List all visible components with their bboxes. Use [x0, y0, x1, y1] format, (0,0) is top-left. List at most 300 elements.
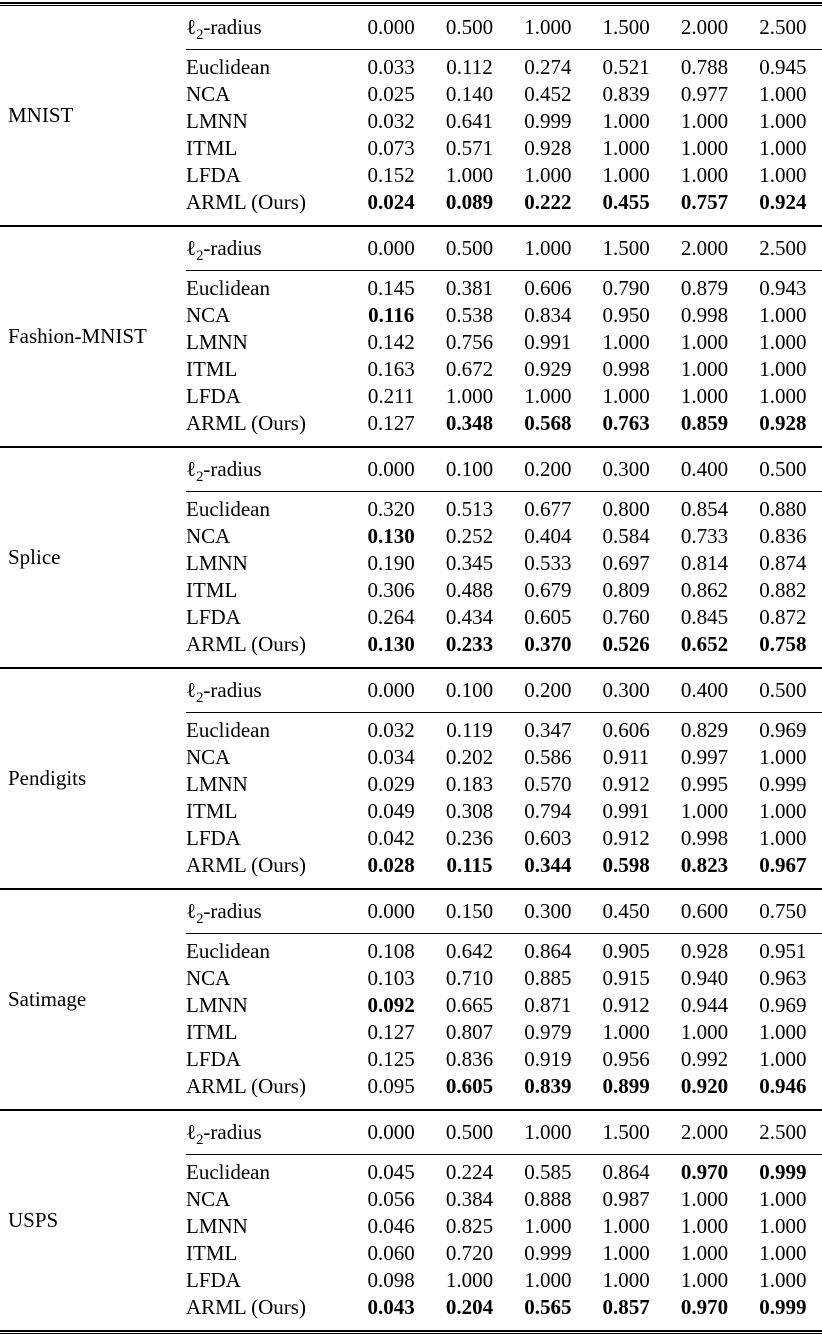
robust-error-value: 0.999 [524, 1241, 572, 1265]
radius-value: 0.500 [430, 1110, 508, 1155]
robust-error-value: 0.033 [367, 55, 415, 79]
robust-error-value: 0.029 [367, 772, 415, 796]
dataset-block [0, 1110, 822, 1330]
robust-error-value: 0.125 [367, 1047, 415, 1071]
robust-error-value: 0.697 [602, 551, 650, 575]
method-name: LMNN [186, 772, 248, 796]
robust-error-value: 0.871 [524, 993, 572, 1017]
robust-error-value: 0.991 [524, 330, 572, 354]
robust-error-value: 1.000 [602, 1214, 650, 1238]
robust-error-value: 0.306 [367, 578, 415, 602]
method-name: Euclidean [186, 55, 270, 79]
robust-error-value: 0.056 [367, 1187, 415, 1211]
robust-error-value: 0.839 [602, 82, 650, 106]
robust-error-value: 0.092 [367, 993, 415, 1017]
robust-error-value: 1.000 [524, 163, 572, 187]
robust-error-value: 0.979 [524, 1020, 572, 1044]
dataset-block [0, 668, 822, 889]
method-name: Euclidean [186, 1160, 270, 1184]
method-name: LMNN [186, 109, 248, 133]
robust-error-value: 0.862 [680, 578, 729, 602]
radius-value: 2.500 [744, 1110, 822, 1155]
radius-value: 0.450 [587, 889, 665, 934]
robust-error-value: 1.000 [759, 109, 807, 133]
robust-error-value: 0.665 [445, 993, 494, 1017]
robust-error-value: 0.538 [445, 303, 494, 327]
radius-value: 0.400 [665, 668, 743, 713]
robust-error-value: 0.814 [680, 551, 729, 575]
robust-error-value: 0.977 [680, 82, 729, 106]
dataset-label: MNIST [8, 103, 74, 127]
robust-error-value: 0.370 [524, 632, 572, 656]
robust-error-value: 0.345 [445, 551, 494, 575]
robust-error-value: 0.434 [445, 605, 494, 629]
ell-subscript: 2 [196, 27, 204, 44]
method-name: LFDA [186, 163, 241, 187]
robust-error-value: 0.757 [680, 190, 729, 214]
method-name: ARML (Ours) [186, 1295, 306, 1319]
method-name: ARML (Ours) [186, 190, 306, 214]
robust-error-value: 0.236 [445, 826, 494, 850]
robust-error-value: 0.641 [445, 109, 494, 133]
ell-symbol: ℓ [186, 678, 197, 702]
method-name: LMNN [186, 330, 248, 354]
method-name: ITML [186, 136, 238, 160]
method-name: Euclidean [186, 276, 270, 300]
robust-error-value: 1.000 [524, 1268, 572, 1292]
robust-error-value: 0.045 [367, 1160, 415, 1184]
robust-error-value: 0.605 [524, 605, 572, 629]
robust-error-value: 0.606 [602, 718, 650, 742]
method-name: LMNN [186, 993, 248, 1017]
robust-error-value: 1.000 [445, 1268, 494, 1292]
method-name: ITML [186, 1241, 238, 1265]
robust-error-value: 0.404 [524, 524, 572, 548]
robust-error-value: 0.864 [602, 1160, 650, 1184]
robust-error-value: 0.603 [524, 826, 572, 850]
robust-error-value: 0.912 [602, 826, 650, 850]
robust-error-value: 1.000 [680, 799, 729, 823]
robust-error-value: 0.679 [524, 578, 572, 602]
robust-error-value: 0.809 [602, 578, 650, 602]
robust-error-value: 0.943 [759, 276, 807, 300]
radius-header-row [0, 447, 822, 492]
ell-subscript: 2 [196, 248, 204, 265]
radius-value: 1.500 [587, 226, 665, 271]
robust-error-value: 0.999 [759, 772, 807, 796]
radius-value: 0.000 [352, 1110, 430, 1155]
robust-error-value: 0.710 [445, 966, 494, 990]
radius-value: 0.300 [587, 447, 665, 492]
robust-error-value: 0.788 [680, 55, 729, 79]
robust-error-value: 0.944 [680, 993, 729, 1017]
robust-error-value: 0.233 [445, 632, 494, 656]
results-table [0, 6, 822, 1330]
method-name: LFDA [186, 1268, 241, 1292]
robust-error-value: 1.000 [680, 109, 729, 133]
radius-value: 2.000 [665, 1110, 743, 1155]
robust-error-value: 0.073 [367, 136, 415, 160]
robust-error-value: 0.127 [367, 1020, 415, 1044]
robust-error-value: 0.920 [680, 1074, 729, 1098]
robust-error-value: 0.720 [445, 1241, 494, 1265]
robust-error-value: 0.880 [759, 497, 807, 521]
radius-value: 0.500 [430, 6, 508, 50]
robust-error-value: 0.211 [367, 384, 415, 408]
robust-error-value: 0.758 [759, 632, 807, 656]
robust-error-value: 0.598 [602, 853, 650, 877]
dataset-label: Splice [0, 447, 186, 668]
ell-symbol: ℓ [186, 899, 197, 923]
method-name: ITML [186, 578, 238, 602]
radius-value: 0.500 [744, 668, 822, 713]
robust-error-value: 1.000 [524, 1214, 572, 1238]
method-name: NCA [186, 82, 231, 106]
radius-value: 0.100 [430, 668, 508, 713]
robust-error-value: 0.130 [367, 632, 415, 656]
robust-error-value: 0.839 [524, 1074, 572, 1098]
radius-suffix: -radius [203, 899, 262, 923]
method-name: LFDA [186, 384, 241, 408]
robust-error-value: 0.320 [367, 497, 415, 521]
robust-error-value: 0.142 [367, 330, 415, 354]
robust-error-value: 0.970 [680, 1160, 729, 1184]
robust-error-value: 1.000 [680, 357, 729, 381]
method-name: LFDA [186, 605, 241, 629]
radius-value: 0.600 [665, 889, 743, 934]
method-name: ITML [186, 799, 238, 823]
robust-error-value: 1.000 [759, 1187, 807, 1211]
robust-error-value: 0.183 [445, 772, 494, 796]
radius-value: 0.400 [665, 447, 743, 492]
robust-error-value: 0.911 [602, 745, 650, 769]
robust-error-value: 0.970 [680, 1295, 729, 1319]
robust-error-value: 1.000 [602, 1020, 650, 1044]
robust-error-value: 0.344 [524, 853, 572, 877]
robust-error-value: 1.000 [445, 163, 494, 187]
robust-error-value: 0.899 [602, 1074, 650, 1098]
robust-error-value: 0.642 [445, 939, 494, 963]
method-name: Euclidean [186, 718, 270, 742]
l2-radius-label [186, 668, 352, 713]
robust-error-value: 0.089 [445, 190, 494, 214]
robust-error-value: 0.652 [680, 632, 729, 656]
robust-error-value: 0.103 [367, 966, 415, 990]
robust-error-value: 0.204 [445, 1295, 494, 1319]
robust-error-value: 0.946 [759, 1074, 807, 1098]
robust-error-value: 0.130 [367, 524, 415, 548]
radius-suffix: -radius [203, 678, 262, 702]
ell-subscript: 2 [196, 911, 204, 928]
robust-error-value: 0.025 [367, 82, 415, 106]
robust-error-value: 0.042 [367, 826, 415, 850]
radius-value: 2.500 [744, 6, 822, 50]
robust-error-value: 0.998 [602, 357, 650, 381]
robust-error-value: 1.000 [759, 303, 807, 327]
robust-error-value: 0.568 [524, 411, 572, 435]
robust-error-value: 0.677 [524, 497, 572, 521]
robust-error-value: 0.999 [759, 1160, 807, 1184]
robust-error-value: 0.112 [446, 55, 493, 79]
robust-error-value: 0.526 [602, 632, 650, 656]
robust-error-value: 1.000 [759, 357, 807, 381]
method-name: ARML (Ours) [186, 853, 306, 877]
robust-error-value: 1.000 [680, 1187, 729, 1211]
robust-error-value: 0.872 [759, 605, 807, 629]
method-name: LMNN [186, 1214, 248, 1238]
robust-error-value: 0.829 [680, 718, 729, 742]
radius-suffix: -radius [203, 1120, 262, 1144]
radius-value: 0.000 [352, 226, 430, 271]
method-name: LFDA [186, 1047, 241, 1071]
radius-suffix: -radius [203, 457, 262, 481]
robust-error-value: 0.912 [602, 772, 650, 796]
radius-header-row [0, 668, 822, 713]
robust-error-value: 1.000 [759, 384, 807, 408]
robust-error-value: 0.800 [602, 497, 650, 521]
robust-error-value: 0.145 [367, 276, 415, 300]
radius-value: 2.000 [665, 6, 743, 50]
ell-subscript: 2 [196, 690, 204, 707]
robust-error-value: 0.127 [367, 411, 415, 435]
radius-value: 0.300 [509, 889, 587, 934]
method-name: NCA [186, 966, 231, 990]
robust-error-value: 0.857 [602, 1295, 650, 1319]
robust-error-value: 1.000 [680, 163, 729, 187]
robust-error-value: 0.274 [524, 55, 572, 79]
robust-error-value: 0.845 [680, 605, 729, 629]
robust-error-value: 1.000 [680, 1214, 729, 1238]
dataset-label: Satimage [0, 889, 186, 1110]
radius-value: 2.000 [665, 226, 743, 271]
robust-error-value: 0.034 [367, 745, 415, 769]
robust-error-value: 1.000 [680, 136, 729, 160]
robust-error-value: 0.998 [680, 826, 729, 850]
robust-error-value: 0.794 [524, 799, 572, 823]
robust-error-value: 0.854 [680, 497, 729, 521]
robust-error-value: 0.999 [759, 1295, 807, 1319]
robust-error-value: 0.224 [445, 1160, 494, 1184]
robust-error-value: 0.108 [367, 939, 415, 963]
ell-subscript: 2 [196, 469, 204, 486]
robust-error-value: 0.152 [367, 163, 415, 187]
robust-error-value: 1.000 [524, 384, 572, 408]
robust-error-value: 0.046 [367, 1214, 415, 1238]
l2-radius-label [186, 447, 352, 492]
radius-value: 0.000 [352, 889, 430, 934]
robust-error-value: 0.605 [445, 1074, 494, 1098]
robust-error-value: 0.116 [368, 303, 415, 327]
radius-value: 0.300 [587, 668, 665, 713]
robust-error-value: 0.095 [367, 1074, 415, 1098]
radius-value: 0.500 [430, 226, 508, 271]
radius-value: 0.000 [352, 6, 430, 50]
robust-error-value: 0.222 [524, 190, 572, 214]
robust-error-value: 0.384 [445, 1187, 494, 1211]
dataset-block [0, 226, 822, 447]
robust-error-value: 1.000 [680, 1241, 729, 1265]
robust-error-value: 1.000 [759, 136, 807, 160]
robust-error-value: 0.928 [759, 411, 807, 435]
l2-radius-label [186, 889, 352, 934]
robust-error-value: 0.951 [759, 939, 807, 963]
robust-error-value: 0.513 [445, 497, 494, 521]
method-name: ARML (Ours) [186, 411, 306, 435]
robust-error-value: 1.000 [602, 1268, 650, 1292]
method-name: NCA [186, 303, 231, 327]
robust-error-value: 0.998 [680, 303, 729, 327]
dataset-block [0, 447, 822, 668]
robust-error-value: 0.060 [367, 1241, 415, 1265]
table-bottom-rule [0, 1330, 822, 1334]
robust-error-value: 1.000 [759, 82, 807, 106]
radius-value: 1.000 [509, 6, 587, 50]
robust-error-value: 0.999 [524, 109, 572, 133]
robust-error-value: 0.163 [367, 357, 415, 381]
robust-error-value: 0.606 [524, 276, 572, 300]
robust-error-value: 0.882 [759, 578, 807, 602]
method-name: ARML (Ours) [186, 1074, 306, 1098]
robust-error-value: 0.967 [759, 853, 807, 877]
robust-error-value: 0.028 [367, 853, 415, 877]
method-name: LMNN [186, 551, 248, 575]
robust-error-value: 0.756 [445, 330, 494, 354]
radius-value: 0.500 [744, 447, 822, 492]
radius-value: 0.100 [430, 447, 508, 492]
method-name: ITML [186, 357, 238, 381]
robust-error-value: 0.381 [445, 276, 494, 300]
robust-error-value: 0.733 [680, 524, 729, 548]
robust-error-value: 0.024 [367, 190, 415, 214]
radius-value: 2.500 [744, 226, 822, 271]
robust-error-value: 0.924 [759, 190, 807, 214]
robust-error-value: 1.000 [602, 163, 650, 187]
ell-symbol: ℓ [186, 236, 197, 260]
robust-error-value: 0.836 [759, 524, 807, 548]
robust-error-value: 0.032 [367, 109, 415, 133]
robust-error-value: 0.032 [367, 718, 415, 742]
robust-error-value: 0.919 [524, 1047, 572, 1071]
robust-error-value: 0.585 [524, 1160, 572, 1184]
robust-error-value: 0.885 [524, 966, 572, 990]
robust-error-value: 0.950 [602, 303, 650, 327]
robust-error-value: 1.000 [759, 1241, 807, 1265]
dataset-label: Fashion-MNIST [0, 226, 186, 447]
robust-error-value: 1.000 [602, 384, 650, 408]
radius-suffix: -radius [203, 15, 262, 39]
robust-error-value: 0.825 [445, 1214, 494, 1238]
robust-error-value: 0.940 [680, 966, 729, 990]
robust-error-value: 0.915 [602, 966, 650, 990]
robust-error-value: 0.521 [602, 55, 650, 79]
robust-error-value: 0.888 [524, 1187, 572, 1211]
robust-error-value: 1.000 [602, 109, 650, 133]
robust-error-value: 1.000 [759, 799, 807, 823]
robust-error-value: 1.000 [680, 1268, 729, 1292]
robust-error-value: 1.000 [602, 330, 650, 354]
dataset-label: Pendigits [0, 668, 186, 889]
robust-error-value: 0.879 [680, 276, 729, 300]
robust-error-value: 0.455 [602, 190, 650, 214]
method-name: ITML [186, 1020, 238, 1044]
robust-error-value: 0.252 [445, 524, 494, 548]
robust-error-value: 0.956 [602, 1047, 650, 1071]
robust-error-value: 0.969 [759, 718, 807, 742]
robust-error-value: 0.834 [524, 303, 572, 327]
robust-error-value: 0.098 [367, 1268, 415, 1292]
robust-error-value: 1.000 [759, 163, 807, 187]
radius-value: 1.000 [509, 1110, 587, 1155]
method-name: NCA [186, 1187, 231, 1211]
robust-error-value: 0.987 [602, 1187, 650, 1211]
robust-error-value: 0.584 [602, 524, 650, 548]
robust-error-value: 0.991 [602, 799, 650, 823]
ell-symbol: ℓ [186, 1120, 197, 1144]
l2-radius-label [186, 226, 352, 271]
robust-error-value: 0.348 [445, 411, 494, 435]
robust-error-value: 0.571 [445, 136, 494, 160]
robust-error-value: 0.912 [602, 993, 650, 1017]
radius-header-row [0, 6, 822, 50]
radius-value: 1.500 [587, 1110, 665, 1155]
robust-error-value: 0.963 [759, 966, 807, 990]
radius-value: 0.200 [509, 447, 587, 492]
method-name: NCA [186, 745, 231, 769]
robust-error-value: 1.000 [680, 384, 729, 408]
robust-error-value: 0.945 [759, 55, 807, 79]
robust-error-value: 1.000 [759, 1214, 807, 1238]
robust-error-value: 0.874 [759, 551, 807, 575]
radius-value: 0.000 [352, 447, 430, 492]
robust-error-value: 1.000 [602, 136, 650, 160]
method-name: LFDA [186, 826, 241, 850]
radius-value: 0.200 [509, 668, 587, 713]
robust-error-value: 0.488 [445, 578, 494, 602]
robust-error-value: 0.836 [445, 1047, 494, 1071]
robust-error-value: 0.928 [680, 939, 729, 963]
radius-value: 1.500 [587, 6, 665, 50]
robust-error-value: 0.347 [524, 718, 572, 742]
radius-suffix: -radius [203, 236, 262, 260]
robust-error-value: 1.000 [759, 1047, 807, 1071]
robust-error-value: 0.043 [367, 1295, 415, 1319]
dataset-block [0, 889, 822, 1110]
robust-error-value: 0.452 [524, 82, 572, 106]
radius-value: 0.000 [352, 668, 430, 713]
robust-error-value: 0.823 [680, 853, 729, 877]
method-name: ARML (Ours) [186, 632, 306, 656]
robust-error-value: 0.190 [367, 551, 415, 575]
robust-error-value: 1.000 [759, 330, 807, 354]
robust-error-value: 0.264 [367, 605, 415, 629]
robust-error-value: 1.000 [759, 745, 807, 769]
robust-error-value: 0.790 [602, 276, 650, 300]
robust-error-value: 0.992 [680, 1047, 729, 1071]
robust-error-value: 0.807 [445, 1020, 494, 1044]
robust-error-value: 0.995 [680, 772, 729, 796]
robust-error-value: 1.000 [759, 826, 807, 850]
radius-header-row [0, 226, 822, 271]
dataset-label: USPS [0, 1110, 186, 1330]
robust-error-value: 0.763 [602, 411, 650, 435]
robust-error-value: 0.570 [524, 772, 572, 796]
robust-error-value: 0.586 [524, 745, 572, 769]
robust-error-value: 0.119 [446, 718, 493, 742]
robust-error-value: 0.928 [524, 136, 572, 160]
robust-error-value: 0.049 [367, 799, 415, 823]
robust-error-value: 0.115 [446, 853, 493, 877]
robust-error-value: 0.672 [445, 357, 494, 381]
